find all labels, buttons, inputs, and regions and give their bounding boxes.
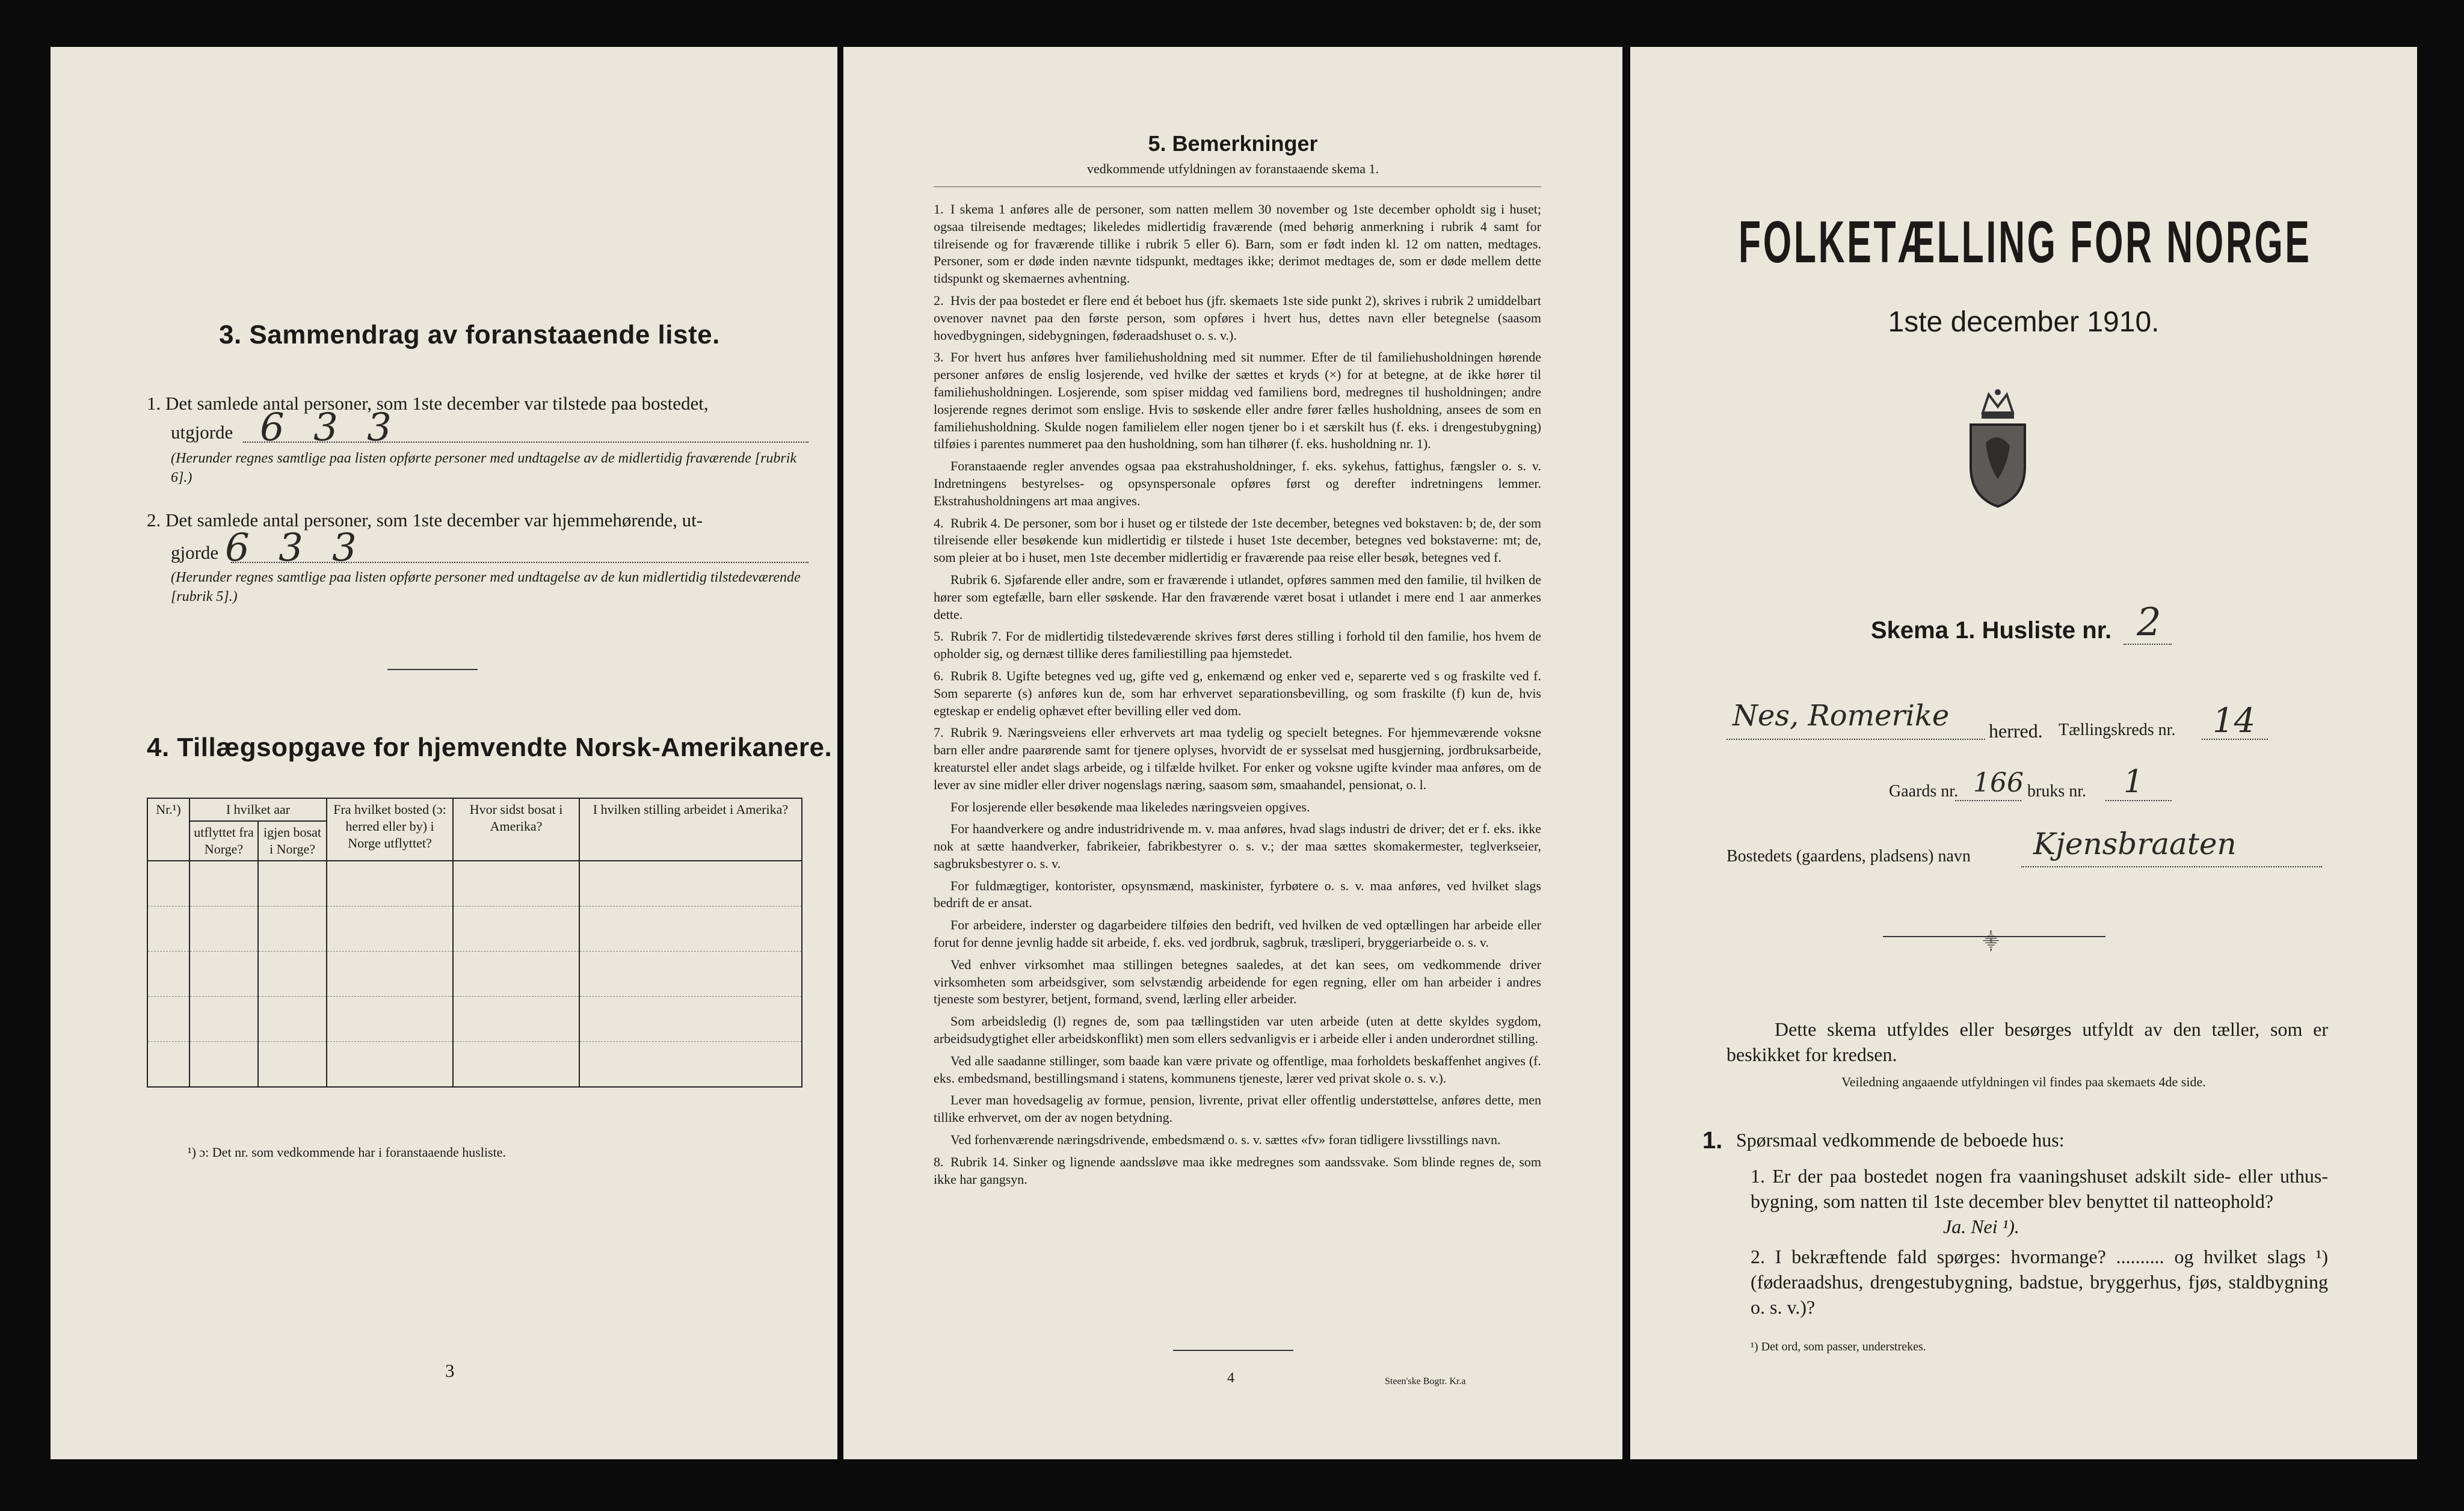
coat-of-arms-icon [1965, 389, 2031, 509]
dotted-line [2124, 644, 2172, 645]
remark-item: Ved forhenværende næringsdrivende, embedsmænd o. s. v. sættes «fv» foran tidligere livsstillings navn. [950, 1132, 1501, 1148]
bruks-label: bruks nr. [2027, 782, 2086, 801]
question-1-answer: Ja. Nei ¹). [1943, 1216, 2019, 1237]
kreds-value: 14 [2213, 701, 2256, 740]
bosted-label: Bostedets (gaardens, pladsens) navn [1726, 847, 1971, 866]
remark-item: For haandverkere og andre industridrivende m. v. maa anføres, hvad slags industri de driver; det er f. eks. ikke nok at sætte haandverker, fabrikeier, fabrikbestyrer o. s. v.; der maa sættes skomakermester, teglverkseier, sagbruksbestyrer o. s. v. [934, 821, 1541, 871]
item-2-text: 2. Det samlede antal personer, som 1ste december var hjemmehørende, ut- [147, 509, 703, 531]
census-date: 1ste december 1910. [1888, 306, 2160, 338]
col-amerika-bosat: Hvor sidst bosat i Amerika? [453, 798, 579, 861]
remark-item: 2. Hvis der paa bostedet er flere end ét beboet hus (jfr. skemaets 1ste side punkt 2), skrives i rubrik 2 umiddelbart ovenover navnet paa den første person, som opføres i hvert hus, dettes navn eller betegnelse (saasom hovedbygningen, sidebygningen, føderaadshuset o. s. v.). [934, 292, 1541, 343]
remark-item: For losjerende eller besøkende maa likeledes næringsveien opgives. [950, 799, 1310, 814]
remark-item: Lever man hovedsagelig av formue, pension, livrente, privat eller offentlig understøttelse, anføres dette, men tillike erhvervet, om der av nogen betydning. [934, 1092, 1541, 1125]
item-1-note: (Herunder regnes samtlige paa listen opførte personer med undtagelse av de midlertidig fraværende [rubrik 6].) [171, 451, 797, 485]
herred-value: Nes, Romerike [1732, 699, 1950, 733]
page-number: 4 [1227, 1370, 1234, 1386]
col-nr: Nr.¹) [147, 798, 189, 861]
question-section-number: 1. [1702, 1127, 1723, 1154]
item-2-value: 6 3 3 [225, 526, 365, 570]
remark-item: For fuldmægtiger, kontorister, opsynsmænd, maskinister, fyrbøtere o. s. v. maa anføres, ved hvilket slags bedrift de er ansat. [934, 878, 1541, 911]
divider [387, 669, 478, 670]
remark-item: 7. Rubrik 9. Næringsveiens eller erhvervets art maa tydelig og specielt betegnes. For hjemmeværende voksne barn eller andre paarørende samt for tjenere oplyses, hvorvidt de er sysselsat med husgjerning, jordbruksarbeide, kreaturstel eller andet slags arbeide, og i tilfælde hvilket. For enker og voksne ugifte kvinder maa anføres, om de lever av sine midler eller driver nogenslags næring, saasom søm, smaahandel, pensionat, o. l. [934, 725, 1541, 792]
question-2: 2. I bekræftende fald spørges: hvormange? .......... og hvilket slags ¹) (føderaadshus, drengestubygning, badstue, bryggerhus, fjøs, staldbygning o. s. v.)? [1751, 1246, 2328, 1318]
ornament-icon: ⸎ [1983, 933, 2000, 950]
item-1-label: utgjorde [171, 422, 233, 443]
remark-item: 5. Rubrik 7. For de midlertidig tilstedeværende skrives først deres stilling i forhold til den familie, hos hvem de opholder sig, og dernæst tillike deres familiestilling paa hjemstedet. [934, 629, 1541, 662]
col-stilling: I hvilken stilling arbeidet i Amerika? [579, 798, 802, 861]
col-utflyttet: utflyttet fra Norge? [189, 821, 258, 861]
dotted-line [2021, 866, 2322, 867]
instruction-text: Dette skema utfyldes eller besørges utfyldt av den tæller, som er beskikket for kredsen. [1726, 1018, 2328, 1065]
section-3-title: 3. Sammendrag av foranstaaende liste. [219, 320, 720, 349]
table-row [147, 906, 802, 952]
item-2-note: (Herunder regnes samtlige paa listen opførte personer med undtagelse av de kun midlertidig tilstedeværende [rubrik 5].) [171, 570, 801, 605]
remarks-subtitle: vedkommende utfyldningen av foranstaaende skema 1. [1086, 161, 1379, 176]
remark-item: Foranstaaende regler anvendes ogsaa paa ekstrahusholdninger, f. eks. sykehus, fattighus, fængsler o. s. v. Indretningens bestyrelses- og opsynspersonale opføres først og derefter indretningens lemmer. Ekstrahusholdningens art maa angives. [934, 458, 1541, 508]
page-number: 3 [445, 1360, 455, 1381]
footnote: ¹) ɔ: Det nr. som vedkommende har i foranstaaende husliste. [188, 1145, 506, 1160]
page-1 [1630, 47, 2417, 1459]
item-1-text: 1. Det samlede antal personer, som 1ste december var tilstede paa bostedet, [147, 393, 709, 414]
divider [1173, 1350, 1293, 1351]
gaards-value: 166 [1973, 768, 2024, 798]
question-1: 1. Er der paa bostedet nogen fra vaaningshuset adskilt side- eller uthus-bygning, som natten til 1ste december blev benyttet til natteophold? [1751, 1165, 2328, 1212]
remark-item: 8. Rubrik 14. Sinker og lignende aandssløve maa ikke medregnes som aandssvake. Som blinde regnes de, som ikke har gangsyn. [934, 1154, 1541, 1187]
skema-label: Skema 1. Husliste nr. [1871, 617, 2112, 644]
remark-item: 4. Rubrik 4. De personer, som bor i huset og er tilstede der 1ste december, betegnes ved bokstaven: b; de, der som tilreisende eller besøkende kun midlertidig er tilstede i huset 1ste december, betegnes ved bokstaverne: mt; de, som pleier at bo i huset, men 1ste december midlertidig er fraværende paa reise eller besøk, betegnes ved f. [934, 515, 1541, 565]
remarks-body [934, 201, 1541, 1193]
col-bosted: Fra hvilket bosted (ɔ: herred eller by) i Norge utflyttet? [327, 798, 453, 861]
remarks-title: 5. Bemerkninger [1148, 131, 1318, 156]
dotted-line [2202, 739, 2268, 740]
col-igjen-bosat: igjen bosat i Norge? [258, 821, 327, 861]
question-section-title: Spørsmaal vedkommende de beboede hus: [1736, 1129, 2065, 1151]
table-row [147, 1042, 802, 1088]
instruction-small: Veiledning angaaende utfyldningen vil findes paa skemaets 4de side. [1841, 1074, 2206, 1089]
remark-item: Ved enhver virksomhet maa stillingen betegnes saaledes, at det kan sees, om vedkommende driver virksomheten som arbeidsgiver, som selvstændig arbeidende for egen regning, eller om han arbeider i andres tjeneste som bestyrer, betjent, formand, svend, lærling eller arbeider. [934, 956, 1541, 1007]
remark-item: 3. For hvert hus anføres hver familiehusholdning med sit nummer. Efter de til familiehusholdningen hørende personer anføres de enslig losjerende, ved hvilke der sættes et kryds (×) for at betegne, at de ikke hører til familiehusholdningen. Losjerende, som spiser middag ved familiens bord, medregnes til husholdningen; andre losjerende regnes derimot som enslige. Hvis to søskende eller andre fører fælles husholdning, ansees de som en familiehusholdning. Skulde nogen familielem eller nogen tjener bo i et særskilt hus (f. eks. i drengestubygning) tilføies i parentes nummeret paa den husholdning, som han tilhører (f. eks. husholdning nr. 1). [934, 349, 1541, 452]
norsk-amerikanere-table [147, 798, 802, 1088]
page-4 [843, 47, 1622, 1459]
gaards-label: Gaards nr. [1889, 782, 1959, 801]
husliste-number: 2 [2137, 600, 2161, 645]
divider [934, 186, 1541, 187]
item-2-label: gjorde [171, 542, 219, 563]
table-row [147, 861, 802, 906]
remark-item: Som arbeidsledig (l) regnes de, som paa tællingstiden var uten arbeide (uten at dette skyldes sygdom, arbeidsudygtighet eller arbeidskonflikt) men som ellers sedvanligvis er i arbeide eller i anden underordnet stilling. [934, 1014, 1541, 1047]
remark-item: Rubrik 6. Sjøfarende eller andre, som er fraværende i utlandet, opføres sammen med den familie, til hvilken de hører som egtefælle, barn eller søskende. Har den fraværende været bosat i utlandet i mere end 1 aar anmerkes dette. [934, 571, 1541, 622]
item-1-value: 6 3 3 [260, 405, 400, 450]
remark-item: 6. Rubrik 8. Ugifte betegnes ved ug, gifte ved g, enkemænd og enker ved e, separerte ved s og fraskilte ved f. Som separerte (s) anføres kun de, som har erhvervet separationsbevilling, og som fraskilte (f) kun de, hvis egteskap er endelig ophævet efter bevilling eller ved dom. [934, 668, 1541, 718]
footnote: ¹) Det ord, som passer, understrekes. [1751, 1340, 1926, 1353]
bruks-value: 1 [2124, 764, 2144, 800]
section-4-title: 4. Tillægsopgave for hjemvendte Norsk-Amerikanere. [147, 733, 833, 762]
page-3 [51, 47, 837, 1459]
census-title: FOLKETÆLLING FOR NORGE [1739, 209, 2312, 275]
remark-item: For arbeidere, inderster og dagarbeidere tilføies den bedrift, ved hvilken de ved optællingen har arbeide eller forut for denne jevnlig hadde sit arbeide, f. eks. ved jordbruk, sagbruk, træsliperi, bryggeriarbeide o. s. v. [934, 917, 1541, 950]
col-group-year: I hvilket aar [189, 798, 327, 821]
table-row [147, 952, 802, 997]
kreds-label: Tællingskreds nr. [2059, 721, 2176, 739]
remark-item: 1. I skema 1 anføres alle de personer, som natten mellem 30 november og 1ste december opholdt sig i huset; ogsaa tilreisende medtages; likeledes midlertidig fraværende (med behørig anmerkning i rubrik 4 samt for tilreisende og for fraværende tillike i rubrik 5 eller 6). Barn, som er født inden kl. 12 om natten, medtages. Personer, som er døde inden nævnte tidspunkt, medtages ikke; derimot medtages de, som er døde mellem dette tidspunkt og skemaernes avhentning. [934, 202, 1541, 286]
dotted-line [2105, 800, 2172, 801]
printer-credit: Steen'ske Bogtr. Kr.a [1385, 1376, 1466, 1386]
herred-label: herred. [1989, 720, 2043, 742]
dotted-line [1955, 800, 2021, 801]
table-row [147, 997, 802, 1042]
bosted-value: Kjensbraaten [2033, 826, 2237, 861]
dotted-line [1726, 739, 1985, 740]
remark-item: Ved alle saadanne stillinger, som baade kan være private og offentlige, maa forholdets beskaffenhet angives (f. eks. embedsmand, bestillingsmand i statens, kommunens tjeneste, lærer ved privat skole o. s. v.). [934, 1053, 1541, 1086]
